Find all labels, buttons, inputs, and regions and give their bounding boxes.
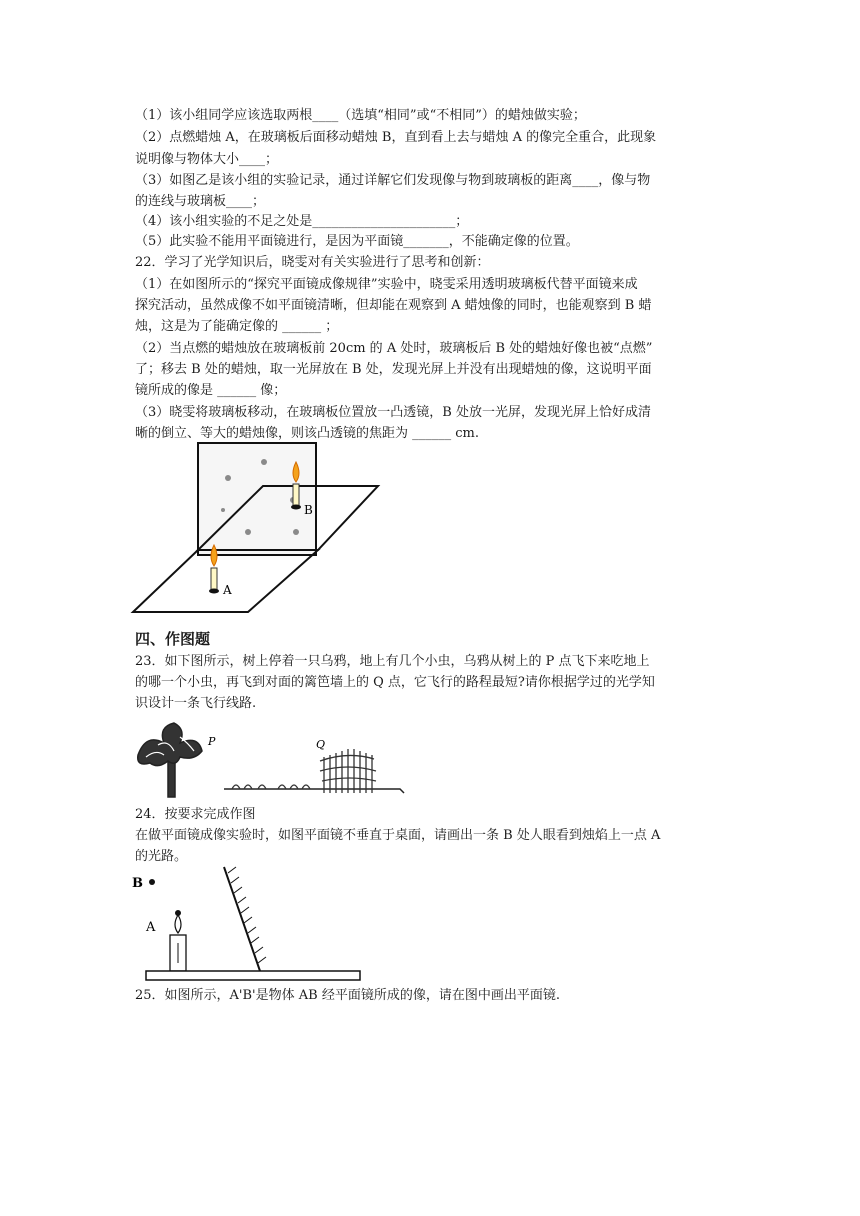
q22-part3-line2: 晰的倒立、等大的蜡烛像，则该凸透镜的焦距为 ______ cm. bbox=[135, 426, 480, 441]
q22-part2-line2: 了；移去 B 处的蜡烛，取一光屏放在 B 处，发现光屏上并没有出现蜡烛的像，这说明平面 bbox=[135, 362, 652, 377]
q21-part1: （1）该小组同学应该选取两根____（选填“相同”或“不相同”）的蜡烛做实验； bbox=[135, 108, 586, 123]
q24-line1: 24．按要求完成作图 bbox=[135, 807, 256, 822]
label-q: Q bbox=[316, 738, 326, 751]
q24-line2: 在做平面镜成像实验时，如图平面镜不垂直于桌面，请画出一条 B 处人眼看到烛焰上一点 A bbox=[135, 828, 661, 843]
q23-line2: 的哪一个小虫，再飞到对面的篱笆墙上的 Q 点，它飞行的路程最短?请你根据学过的光学知 bbox=[135, 675, 655, 690]
label-a: A bbox=[223, 583, 232, 597]
tree-drawing bbox=[138, 723, 202, 797]
table-front bbox=[133, 550, 318, 612]
crow-path-figure bbox=[128, 715, 408, 801]
q21-part4: （4）该小组实验的不足之处是______________________； bbox=[135, 214, 469, 229]
q22-part3-line1: （3）晓雯将玻璃板移动，在玻璃板位置放一凸透镜，B 处放一光屏，发现光屏上恰好成清 bbox=[135, 405, 651, 420]
q22-stem: 22．学习了光学知识后，晓雯对有关实验进行了思考和创新： bbox=[135, 255, 490, 270]
q23-line3: 识设计一条飞行线路. bbox=[135, 696, 257, 711]
section-heading-drawing: 四、作图题 bbox=[135, 630, 211, 648]
q25-line: 25．如图所示，A'B'是物体 AB 经平面镜所成的像，请在图中画出平面镜. bbox=[135, 988, 560, 1003]
tilted-mirror-figure bbox=[128, 863, 373, 985]
q21-part5: （5）此实验不能用平面镜进行，是因为平面镜_______，不能确定像的位置。 bbox=[135, 234, 579, 249]
q23-line1: 23．如下图所示，树上停着一只乌鸦，地上有几个小虫，乌鸦从树上的 P 点飞下来吃地上 bbox=[135, 654, 650, 669]
q22-part2-line3: 镜所成的像是 ______ 像； bbox=[135, 383, 287, 398]
label-b-eye: B bbox=[132, 876, 143, 891]
mirror-hatching bbox=[228, 867, 266, 963]
fence-drawing bbox=[320, 749, 376, 793]
q22-part2-line1: （2）当点燃的蜡烛放在玻璃板前 20cm 的 A 处时，玻璃板后 B 处的蜡烛好像也被“点燃” bbox=[135, 341, 653, 356]
q22-part1-line1: （1）在如图所示的“探究平面镜成像规律”实验中，晓雯采用透明玻璃板代替平面镜来成 bbox=[135, 277, 638, 292]
q21-part2-line2: 说明像与物体大小____； bbox=[135, 152, 279, 167]
ground-line bbox=[224, 789, 404, 793]
tilted-mirror bbox=[224, 867, 260, 971]
candle-drawing bbox=[170, 910, 186, 971]
glass-plate-figure bbox=[128, 440, 388, 620]
q21-part3-line1: （3）如图乙是该小组的实验记录，通过详解它们发现像与物到玻璃板的距离____，像与物 bbox=[135, 173, 651, 188]
label-a-flame: A bbox=[146, 920, 156, 935]
table-top bbox=[146, 971, 360, 980]
q24-line3: 的光路。 bbox=[135, 849, 188, 864]
q21-part3-line2: 的连线与玻璃板____； bbox=[135, 194, 266, 209]
label-p: P bbox=[208, 735, 216, 748]
q21-part2-line1: （2）点燃蜡烛 A，在玻璃板后面移动蜡烛 B，直到看上去与蜡烛 A 的像完全重合，此现象 bbox=[135, 130, 657, 145]
q22-part1-line2: 探究活动，虽然成像不如平面镜清晰，但却能在观察到 A 蜡烛像的同时，也能观察到 B 蜡 bbox=[135, 298, 652, 313]
label-b: B bbox=[304, 503, 313, 517]
q22-part1-line3: 烛，这是为了能确定像的 ______ ； bbox=[135, 319, 339, 334]
eye-point-b bbox=[149, 879, 155, 885]
